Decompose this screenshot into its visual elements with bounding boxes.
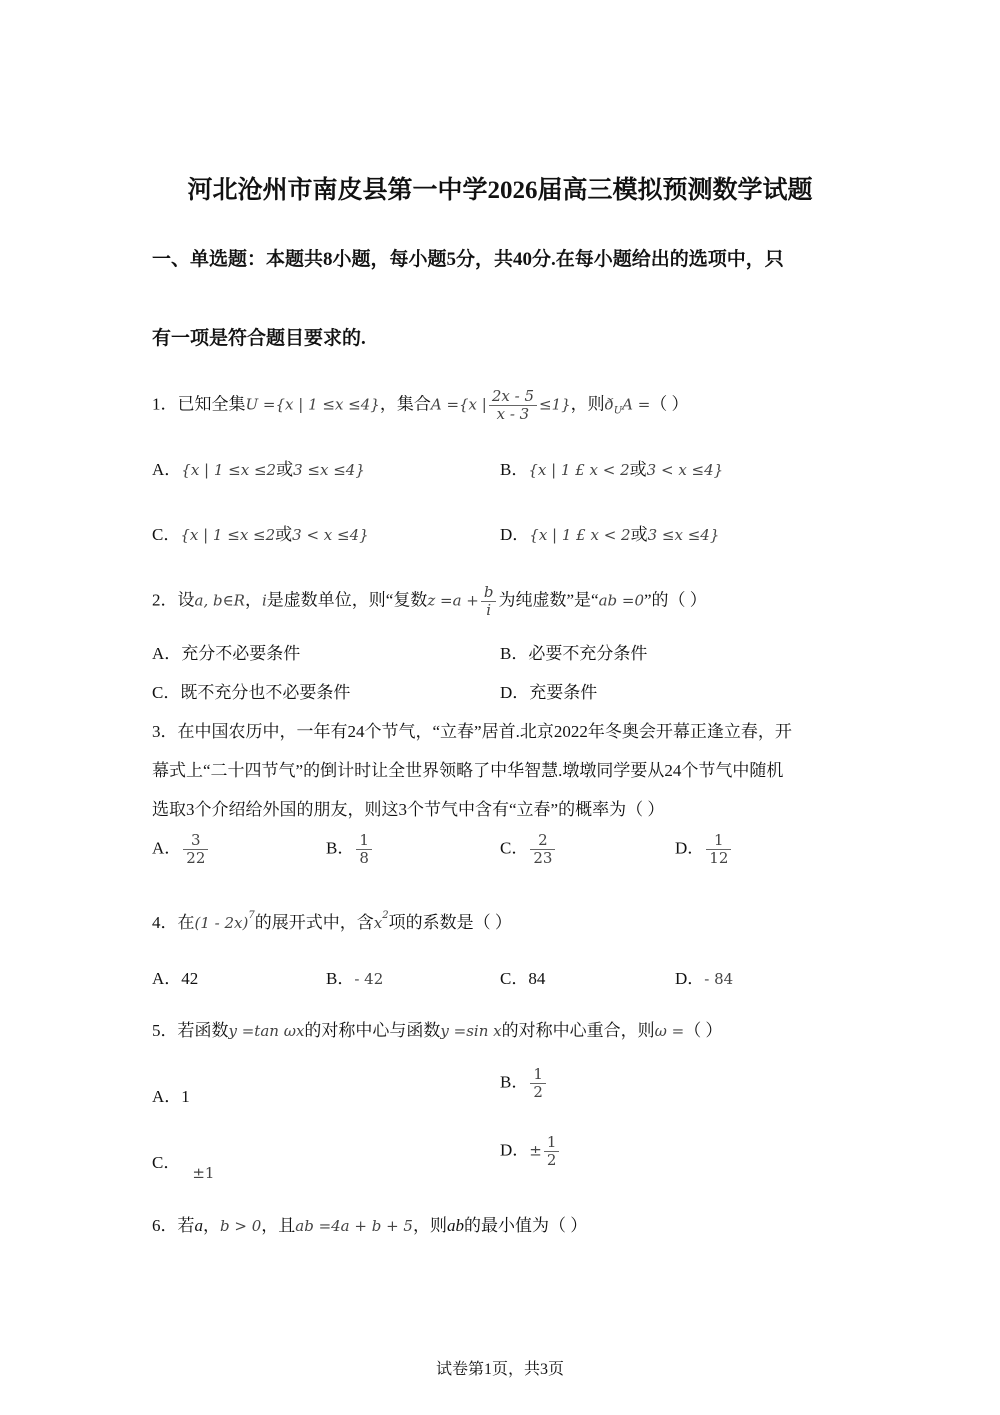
question-text: 已知全集 <box>177 394 246 414</box>
fraction-denominator: i <box>486 601 492 620</box>
option-text: 既不充分也不必要条件 <box>180 683 351 702</box>
option-1c <box>152 520 369 545</box>
option-math: 3 ≤x ≤4} <box>647 526 720 544</box>
option-fraction <box>544 1134 560 1170</box>
option-math: 3 < x ≤4} <box>292 526 369 544</box>
question-number: 5． <box>152 1021 178 1040</box>
question-text: 在 <box>177 913 195 932</box>
math-set-a-prefix: A ={x | <box>430 395 487 414</box>
fraction-numerator: 1 <box>706 832 731 850</box>
option-label: C． <box>500 838 529 858</box>
option-math: {x | 1 £ x < 2 <box>528 461 630 479</box>
option-5d <box>500 1134 561 1170</box>
fraction-denominator: 2 <box>546 1151 557 1170</box>
page-title: 河北沧州市南皮县第一中学2026届高三模拟预测数学试题 <box>187 177 813 204</box>
option-fraction <box>183 832 208 868</box>
option-text: 充要条件 <box>529 683 598 702</box>
fraction-numerator: 1 <box>356 832 372 850</box>
question-number: 4． <box>152 913 178 932</box>
fraction-denominator: 23 <box>533 849 553 868</box>
math-inline: ab =4a + b + 5 <box>295 1217 413 1235</box>
option-label: B． <box>326 969 355 988</box>
question-5 <box>152 1016 722 1041</box>
option-text: 1 <box>181 1087 190 1106</box>
question-text: 的最小值为（ ） <box>463 1216 588 1235</box>
option-label: C． <box>152 525 181 544</box>
question-text: 设 <box>177 590 195 610</box>
math-inline: y =sin x <box>440 1022 502 1040</box>
math-exponent: 2 <box>382 910 389 921</box>
question-3-line1: 3．在中国农历中，一年有24个节气，“立春”居首.北京2022年冬奥会开幕正逢立春，开 <box>152 722 792 741</box>
math-inline: b > 0 <box>220 1217 262 1235</box>
question-1 <box>152 388 689 424</box>
math-universal-set: U ={x | 1 ≤x ≤4} <box>245 395 380 414</box>
fraction-denominator: x - 3 <box>496 405 530 424</box>
option-math: 3 ≤x ≤4} <box>293 461 365 479</box>
math-fraction <box>489 388 537 424</box>
option-2c <box>152 678 350 703</box>
option-label: B． <box>326 838 355 858</box>
option-label: D． <box>675 838 705 858</box>
math-inline: x <box>373 914 383 932</box>
option-fraction <box>530 1066 546 1102</box>
option-5b <box>500 1066 548 1102</box>
question-text: 的对称中心重合，则 <box>501 1021 655 1040</box>
option-3b <box>326 832 374 868</box>
question-text: 项的系数是（ ） <box>388 913 512 932</box>
question-text: ，则 <box>412 1216 447 1235</box>
answer-blank: （ ） <box>684 1021 723 1040</box>
option-label: D． <box>500 525 530 544</box>
math-fraction <box>481 584 497 620</box>
math-inline: i <box>261 591 267 610</box>
question-2 <box>152 584 707 620</box>
option-label: C． <box>152 683 181 702</box>
math-inline: ω = <box>654 1022 685 1040</box>
option-1d <box>500 520 719 545</box>
question-text: 是虚数单位，则“复数 <box>266 590 428 610</box>
math-complement-set: A = <box>622 395 651 414</box>
question-text: ，则 <box>570 394 605 414</box>
question-3-line2: 幕式上“二十四节气”的倒计时让全世界领略了中华智慧.墩墩同学要从24个节气中随机 <box>152 761 784 780</box>
option-4b <box>326 964 383 989</box>
question-number: 6． <box>152 1216 178 1235</box>
question-text: ， <box>244 590 262 610</box>
fraction-numerator: 3 <box>183 832 208 850</box>
option-connector: 或 <box>630 525 648 544</box>
option-label: B． <box>500 460 529 479</box>
question-4 <box>152 908 512 933</box>
math-inline: ab =0 <box>598 591 645 610</box>
option-5a <box>152 1082 190 1107</box>
math-variable: ab <box>446 1216 464 1235</box>
option-label: D． <box>500 1140 530 1160</box>
option-text: 充分不必要条件 <box>181 644 301 663</box>
question-text: 的对称中心与函数 <box>304 1021 441 1040</box>
option-fraction <box>706 832 731 868</box>
option-label: D． <box>675 969 705 988</box>
option-math: {x | 1 £ x < 2 <box>529 526 631 544</box>
option-text: - 42 <box>354 970 384 988</box>
option-3d <box>675 832 733 868</box>
fraction-numerator: b <box>481 584 497 602</box>
option-text: - 84 <box>704 970 734 988</box>
option-3a <box>152 832 210 868</box>
option-text: 必要不充分条件 <box>528 644 648 663</box>
option-label: C． <box>500 969 529 988</box>
option-2b <box>500 639 647 664</box>
fraction-denominator: 8 <box>359 849 369 868</box>
math-inline: y =tan ωx <box>228 1022 305 1040</box>
question-text: ， <box>203 1216 220 1235</box>
question-number: 1． <box>152 394 178 414</box>
question-text: 的展开式中，含 <box>254 913 374 932</box>
option-label: A． <box>152 1087 182 1106</box>
option-label: B． <box>500 644 529 663</box>
question-6 <box>152 1211 587 1236</box>
fraction-denominator: 12 <box>709 849 729 868</box>
option-label: A． <box>152 644 182 663</box>
math-inline: (1 - 2x) <box>194 914 249 932</box>
option-label: A． <box>152 838 182 858</box>
question-text: 若 <box>177 1216 195 1235</box>
option-connector: 或 <box>629 460 647 479</box>
fraction-denominator: 22 <box>186 849 206 868</box>
fraction-denominator: 2 <box>533 1083 543 1102</box>
question-text: ，且 <box>261 1216 296 1235</box>
math-variable: a <box>194 1216 203 1235</box>
option-fraction <box>356 832 372 868</box>
option-sign: ± <box>529 1141 542 1160</box>
option-1b <box>500 455 723 480</box>
option-5c <box>152 1148 215 1182</box>
option-3c <box>500 832 557 868</box>
question-text: ，集合 <box>379 394 431 414</box>
fraction-numerator: 1 <box>544 1134 560 1152</box>
option-math: 3 < x ≤4} <box>646 461 724 479</box>
option-2d <box>500 678 597 703</box>
option-label: A． <box>152 460 182 479</box>
question-3-line3: 选取3个介绍给外国的朋友，则这3个节气中含有“立春”的概率为（ ） <box>152 800 665 819</box>
math-exponent: 7 <box>248 910 255 921</box>
math-inline: a, b∈R <box>194 591 245 610</box>
option-4d <box>675 964 733 989</box>
option-4a <box>152 964 198 989</box>
option-connector: 或 <box>276 460 294 479</box>
option-1a <box>152 455 365 480</box>
option-label: D． <box>500 683 530 702</box>
option-label: B． <box>500 1072 529 1092</box>
option-fraction <box>530 832 555 868</box>
option-text: 84 <box>528 969 546 988</box>
section-heading-line2: 有一项是符合题目要求的. <box>152 328 366 349</box>
math-complement-symbol: ð <box>604 395 614 414</box>
fraction-numerator: 1 <box>530 1066 546 1084</box>
math-inline: z =a + <box>427 591 479 610</box>
fraction-numerator: 2x - 5 <box>489 388 537 406</box>
question-text: 为纯虚数”是“ <box>498 590 599 610</box>
option-text: 42 <box>181 969 199 988</box>
page-footer: 试卷第1页，共3页 <box>435 1361 564 1378</box>
section-heading-line1: 一、单选题：本题共8小题，每小题5分，共40分.在每小题给出的选项中，只 <box>152 249 784 270</box>
option-4c <box>500 964 545 989</box>
option-math: {x | 1 ≤x ≤2 <box>180 526 276 544</box>
option-label: A． <box>152 969 182 988</box>
math-set-a-suffix: ≤1} <box>539 395 571 414</box>
option-text: ±1 <box>192 1164 215 1182</box>
fraction-numerator: 2 <box>530 832 555 850</box>
question-text: ”的（ ） <box>644 590 707 610</box>
math-complement-subscript: U <box>613 405 623 417</box>
question-text: 若函数 <box>177 1021 229 1040</box>
option-math: {x | 1 ≤x ≤2 <box>181 461 277 479</box>
answer-blank: （ ） <box>650 394 689 414</box>
option-label: C． <box>152 1153 181 1172</box>
option-connector: 或 <box>275 525 293 544</box>
option-2a <box>152 639 300 664</box>
question-number: 2． <box>152 590 178 610</box>
